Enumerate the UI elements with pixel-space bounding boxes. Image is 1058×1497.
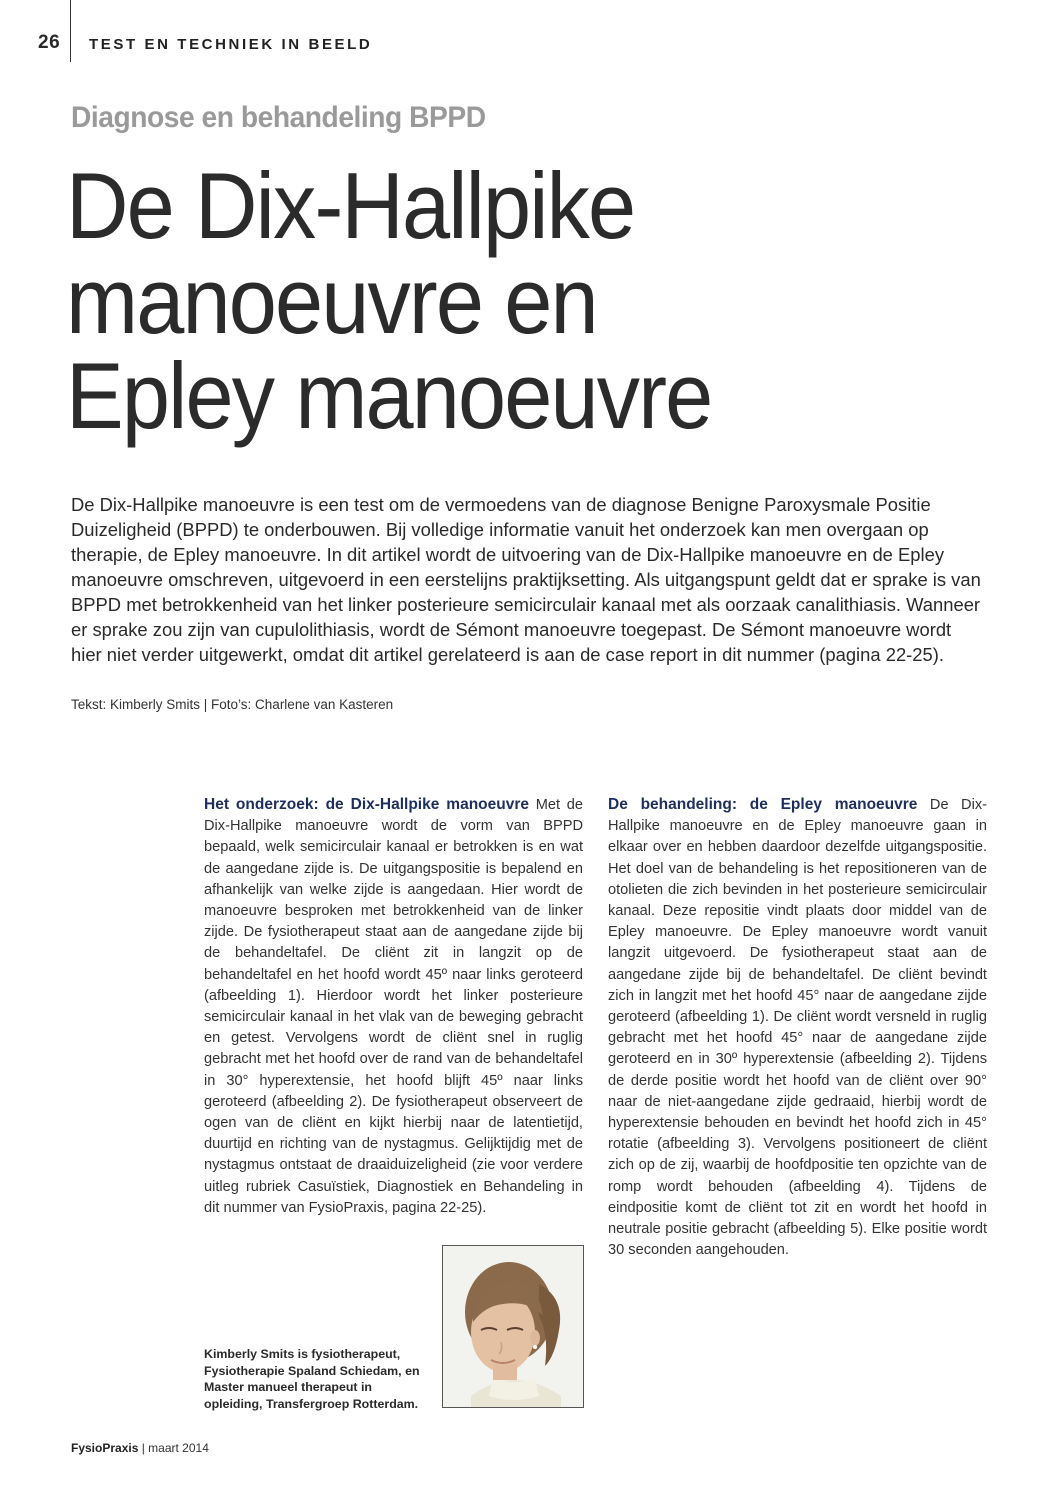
title-line: Epley manoeuvre	[66, 343, 712, 448]
author-portrait-illustration	[443, 1246, 583, 1407]
column-right	[608, 794, 987, 1261]
author-photo	[442, 1245, 584, 1408]
title-line: manoeuvre en	[66, 248, 597, 353]
page-number: 26	[38, 32, 61, 53]
column-left	[204, 794, 583, 1219]
article-title	[66, 153, 949, 448]
article-credits: Tekst: Kimberly Smits | Foto’s: Charlene van Kasteren	[71, 697, 394, 712]
header-divider	[70, 0, 71, 62]
title-line: De Dix-Hallpike	[66, 153, 635, 258]
footer-separator: |	[138, 1441, 149, 1455]
column-left-lead: Het onderzoek: de Dix-Hallpike manoeuvre	[204, 796, 530, 813]
column-right-lead: De behandeling: de Epley manoeuvre	[608, 796, 918, 813]
column-right-body: De Dix-Hallpike manoeuvre en de Epley manoeuvre gaan in elkaar over en hebben daardoor dezelfde uitgangspositie. Het doel van de behandeling is het repositioneren van de otolieten die zich bevinden in het posterieure semicirculair kanaal. Deze repositie vindt plaats door middel van de Epley manoeuvre. De Epley manoeuvre wordt vanuit langzit uitgevoerd. De fysiotherapeut staat aan de aangedane zijde bij de behandeltafel. De cliënt bevindt zich in langzit met het hoofd 45° naar de aangedane zijde geroteerd (afbeelding 1). De cliënt wordt versneld in ruglig gebracht met het hoofd 45° naar de aangedane zijde geroteerd en in 30º hyperextensie (afbeelding 2). Tijdens de derde positie wordt het hoofd van de cliënt over 90° naar de niet-aangedane zijde gedraaid, hierbij wordt de hyperextensie behouden en bevindt het hoofd zich in 45° rotatie (afbeelding 3). Vervolgens positioneert de cliënt zich op de zij, waarbij de hoofdpositie ten opzichte van de romp wordt behouden (afbeelding 4). Tijdens de eindpositie komt de cliënt tot zit en wordt het hoofd in neutrale positie gebracht (afbeelding 5). Elke positie wordt 30 seconden aangehouden.	[608, 797, 987, 1259]
footer-date: maart 2014	[148, 1441, 209, 1455]
footer-brand: FysioPraxis	[71, 1441, 139, 1455]
author-bio: Kimberly Smits is fysiotherapeut, Fysiotherapie Spaland Schiedam, en Master manueel therapeut in opleiding, Transfergroep Rotterdam.	[204, 1347, 420, 1411]
article-kicker: Diagnose en behandeling BPPD	[71, 101, 486, 134]
column-left-body: Met de Dix-Hallpike manoeuvre wordt de vorm van BPPD bepaald, welk semicirculair kanaal er betrokken is en wat de aangedane zijde is. De uitgangspositie is bepalend en afhankelijk van welke zijde is aangedaan. Hier wordt de manoeuvre besproken met betrokkenheid van de linker zijde. De fysiotherapeut staat aan de aangedane zijde bij de behandeltafel. De cliënt zit in langzit op de behandeltafel en het hoofd wordt 45º naar links geroteerd (afbeelding 1). Hierdoor wordt het linker posterieure semicirculair kanaal in het vlak van de beweging gebracht en getest. Vervolgens wordt de cliënt snel in ruglig gebracht met het hoofd over de rand van de behandeltafel in 30° hyperextensie, het hoofd blijft 45º naar links geroteerd (afbeelding 2). De fysiotherapeut observeert de ogen van de cliënt en kijkt hierbij naar de latentietijd, duurtijd en richting van de nystagmus. Gelijktijdig met de nystagmus ontstaat de draaiduizeligheid (zie voor verdere uitleg rubriek Casuïstiek, Diagnostiek en Behandeling in dit nummer van FysioPraxis, pagina 22-25).	[204, 797, 584, 1216]
article-intro: De Dix-Hallpike manoeuvre is een test om de vermoedens van de diagnose Benigne Paroxysmale Positie Duizeligheid (BPPD) te onderbouwen. Bij volledige informatie vanuit het onderzoek kan men overgaan op therapie, de Epley manoeuvre. In dit artikel wordt de uitvoering van de Dix-Hallpike manoeuvre en de Epley manoeuvre omschreven, uitgevoerd in een eerstelijns praktijksetting. Als uitgangspunt geldt dat er sprake is van BPPD met betrokkenheid van het linker posterieure semicirculair kanaal met als oorzaak canalithiasis. Wanneer er sprake zou zijn van cupulolithiasis, wordt de Sémont manoeuvre toegepast. De Sémont manoeuvre wordt hier niet verder uitgewerkt, omdat dit artikel gerelateerd is aan de case report in dit nummer (pagina 22-25).	[71, 494, 981, 665]
footer	[71, 1441, 209, 1455]
section-label: TEST EN TECHNIEK IN BEELD	[89, 36, 373, 53]
